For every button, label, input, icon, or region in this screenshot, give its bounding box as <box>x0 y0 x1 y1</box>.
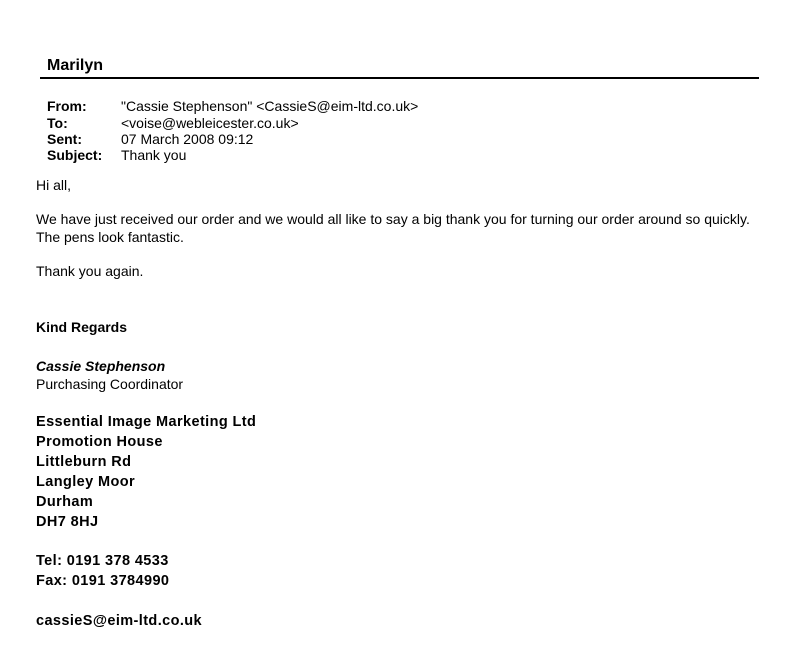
email-address: cassieS@eim-ltd.co.uk <box>36 613 202 629</box>
message-line-2: The pens look fantastic. <box>36 229 184 245</box>
header-divider <box>40 77 759 79</box>
to-label: To: <box>47 115 68 131</box>
greeting: Hi all, <box>36 177 72 193</box>
company-name: Essential Image Marketing Ltd <box>36 414 257 430</box>
sign-off: Kind Regards <box>36 319 128 335</box>
telephone: Tel: 0191 378 4533 <box>36 553 169 569</box>
address-line-2: Littleburn Rd <box>36 454 132 470</box>
from-label: From: <box>47 98 87 114</box>
address-line-3: Langley Moor <box>36 474 136 490</box>
fax: Fax: 0191 3784990 <box>36 573 170 589</box>
mailbox-owner: Marilyn <box>47 57 104 74</box>
sender-name: Cassie Stephenson <box>36 358 166 374</box>
sent-value: 07 March 2008 09:12 <box>121 131 254 147</box>
address-line-5: DH7 8HJ <box>36 514 99 530</box>
closing-line: Thank you again. <box>36 263 144 279</box>
address-line-1: Promotion House <box>36 434 163 450</box>
sent-label: Sent: <box>47 131 82 147</box>
subject-label: Subject: <box>47 147 103 163</box>
to-value: <voise@webleicester.co.uk> <box>121 115 299 131</box>
sender-title: Purchasing Coordinator <box>36 376 184 392</box>
subject-value: Thank you <box>121 147 187 163</box>
message-line-1: We have just received our order and we would all like to say a big thank you for turning our order around so quickly. <box>36 211 750 227</box>
address-line-4: Durham <box>36 494 94 510</box>
from-value: "Cassie Stephenson" <CassieS@eim-ltd.co.uk> <box>121 98 419 114</box>
